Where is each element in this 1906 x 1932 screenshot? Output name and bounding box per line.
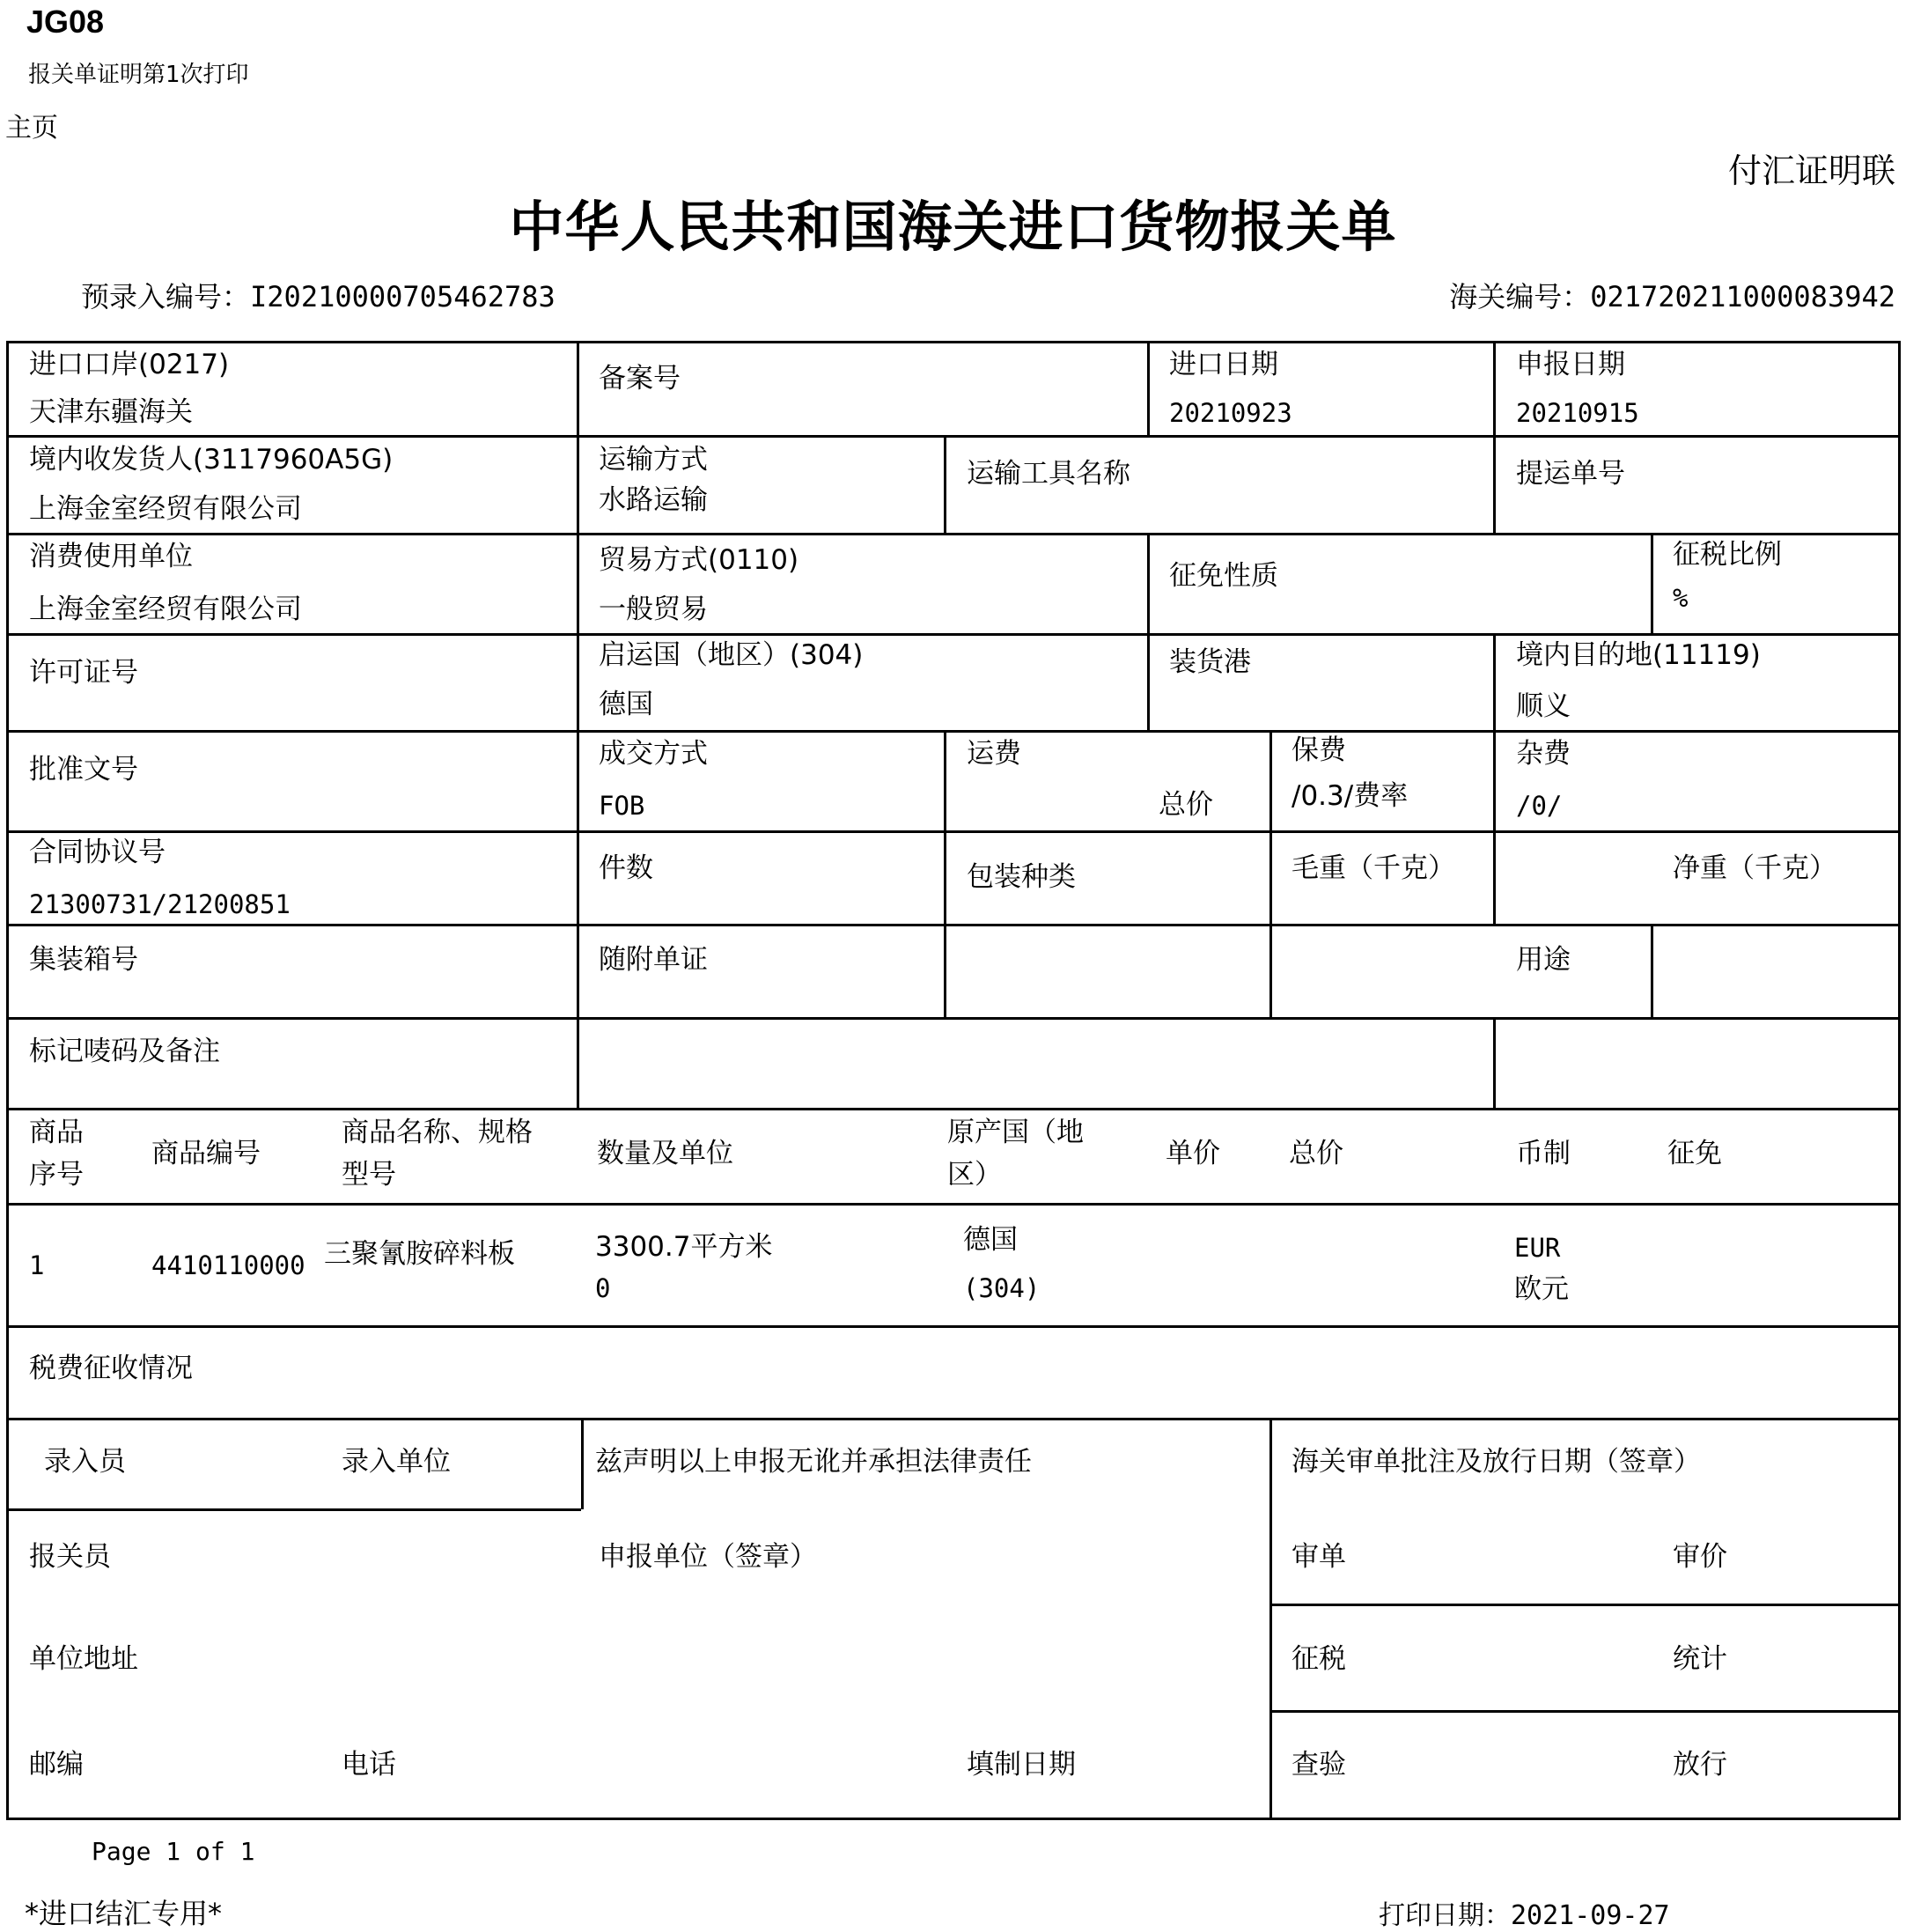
phone-label: 电话 bbox=[342, 1749, 396, 1781]
row-divider bbox=[9, 533, 1898, 535]
goods-qty: 3300.7平方米 bbox=[595, 1231, 773, 1263]
col-divider bbox=[581, 1418, 584, 1509]
col-divider bbox=[1651, 924, 1653, 1018]
goods-origin-code: (304) bbox=[963, 1273, 1041, 1303]
usage-label: 用途 bbox=[1516, 944, 1571, 976]
fill-date-label: 填制日期 bbox=[967, 1749, 1076, 1781]
col-divider bbox=[944, 435, 946, 534]
entry-clerk-label: 录入员 bbox=[44, 1446, 126, 1478]
transport-mode-label: 运输方式 bbox=[599, 444, 708, 476]
home-link[interactable]: 主页 bbox=[5, 113, 58, 144]
goods-code: 4410110000 bbox=[151, 1250, 305, 1280]
footer-note: *进口结汇专用* bbox=[25, 1897, 223, 1930]
row-divider bbox=[9, 924, 1898, 926]
entry-unit-label: 录入单位 bbox=[342, 1446, 451, 1478]
contract-value: 21300731/21200851 bbox=[29, 889, 291, 919]
origin-country-value: 德国 bbox=[599, 689, 653, 720]
customs-approval-label: 海关审单批注及放行日期（签章） bbox=[1292, 1446, 1701, 1478]
goods-currency-name: 欧元 bbox=[1514, 1273, 1569, 1305]
col-divider bbox=[1493, 1017, 1496, 1109]
port-value: 天津东疆海关 bbox=[29, 396, 193, 428]
goods-header-name: 商品名称、规格 bbox=[342, 1117, 533, 1148]
misc-fee-value: /0/ bbox=[1516, 791, 1563, 821]
row-divider bbox=[9, 1325, 1898, 1328]
goods-header-unit-price: 单价 bbox=[1166, 1138, 1220, 1169]
inspection-label: 查验 bbox=[1292, 1749, 1346, 1781]
page-number: Page 1 of 1 bbox=[92, 1837, 255, 1866]
import-date-value: 20210923 bbox=[1169, 398, 1292, 428]
deal-mode-label: 成交方式 bbox=[599, 738, 708, 770]
row-divider bbox=[1271, 1604, 1898, 1606]
customs-no-label: 海关编号： bbox=[1449, 280, 1591, 313]
copy-type-label: 付汇证明联 bbox=[1727, 151, 1895, 190]
document-title: 中华人民共和国海关进口货物报关单 bbox=[509, 195, 1397, 259]
col-divider bbox=[944, 730, 946, 1018]
col-divider bbox=[1269, 1418, 1272, 1818]
print-date bbox=[1379, 1893, 1670, 1932]
insurance-value: /0.3/费率 bbox=[1292, 780, 1409, 812]
consumer-label: 消费使用单位 bbox=[29, 541, 193, 572]
statistics-label: 统计 bbox=[1673, 1643, 1727, 1675]
print-count-note: 报关单证明第1次打印 bbox=[28, 62, 249, 88]
col-divider bbox=[577, 343, 579, 1018]
vehicle-label: 运输工具名称 bbox=[967, 458, 1130, 490]
price-review-label: 审价 bbox=[1673, 1541, 1727, 1573]
row-divider bbox=[9, 435, 1898, 438]
col-divider bbox=[1651, 533, 1653, 634]
row-divider bbox=[9, 1108, 1898, 1110]
goods-currency-code: EUR bbox=[1514, 1233, 1561, 1263]
goods-seq: 1 bbox=[29, 1250, 45, 1280]
goods-header-origin: 原产国（地 bbox=[947, 1117, 1084, 1148]
destination-label: 境内目的地(11119) bbox=[1516, 639, 1761, 671]
goods-header-total-price: 总价 bbox=[1289, 1138, 1343, 1169]
freight-value: 总价 bbox=[1159, 789, 1213, 821]
levy-label: 征税 bbox=[1292, 1643, 1346, 1675]
address-label: 单位地址 bbox=[29, 1643, 138, 1675]
tax-ratio-value: % bbox=[1673, 583, 1689, 613]
col-divider bbox=[1493, 633, 1496, 925]
pieces-label: 件数 bbox=[599, 852, 653, 884]
record-no-label: 备案号 bbox=[599, 363, 681, 395]
declare-unit-label: 申报单位（签章） bbox=[599, 1541, 817, 1573]
goods-header-origin-2: 区） bbox=[947, 1159, 1002, 1191]
goods-origin: 德国 bbox=[963, 1224, 1018, 1256]
freight-label: 运费 bbox=[967, 738, 1021, 770]
net-weight-label: 净重（千克） bbox=[1673, 852, 1836, 884]
gross-weight-label: 毛重（千克） bbox=[1292, 852, 1455, 884]
review-label: 审单 bbox=[1292, 1541, 1346, 1573]
declaration-statement: 兹声明以上申报无讹并承担法律责任 bbox=[595, 1446, 1032, 1478]
port-label: 进口口岸(0217) bbox=[29, 349, 230, 380]
trade-mode-label: 贸易方式(0110) bbox=[599, 544, 799, 576]
goods-header-exemption: 征免 bbox=[1667, 1138, 1722, 1169]
goods-header-seq: 商品 bbox=[29, 1117, 84, 1148]
goods-header-seq-2: 序号 bbox=[29, 1159, 84, 1191]
preentry-value: I20210000705462783 bbox=[250, 280, 556, 313]
preentry-label: 预录入编号： bbox=[81, 280, 251, 313]
origin-country-label: 启运国（地区）(304) bbox=[599, 639, 864, 671]
row-divider bbox=[9, 730, 1898, 733]
goods-header-code: 商品编号 bbox=[151, 1138, 261, 1169]
packing-label: 包装种类 bbox=[967, 861, 1076, 893]
tax-ratio-label: 征税比例 bbox=[1673, 539, 1782, 571]
print-date-value: 2021-09-27 bbox=[1511, 1900, 1670, 1931]
consignee-label: 境内收发货人(3117960A5G) bbox=[29, 444, 394, 476]
destination-value: 顺义 bbox=[1516, 690, 1571, 722]
customs-number bbox=[1449, 275, 1895, 315]
bl-label: 提运单号 bbox=[1516, 458, 1625, 490]
form-code: JG08 bbox=[26, 4, 105, 40]
declaration-form bbox=[6, 341, 1901, 1820]
goods-qty-2: 0 bbox=[595, 1273, 611, 1303]
goods-header-name-2: 型号 bbox=[342, 1159, 396, 1191]
approval-label: 批准文号 bbox=[29, 754, 138, 785]
row-divider bbox=[9, 1508, 581, 1511]
print-date-label: 打印日期： bbox=[1379, 1900, 1511, 1931]
row-divider bbox=[9, 1203, 1898, 1206]
exemption-nature-label: 征免性质 bbox=[1169, 560, 1278, 592]
col-divider bbox=[1269, 730, 1272, 1018]
row-divider bbox=[9, 633, 1898, 636]
container-label: 集装箱号 bbox=[29, 944, 138, 976]
marks-label: 标记唛码及备注 bbox=[29, 1036, 220, 1067]
goods-header-qty: 数量及单位 bbox=[597, 1138, 733, 1169]
import-date-label: 进口日期 bbox=[1169, 349, 1278, 380]
consignee-value: 上海金室经贸有限公司 bbox=[29, 493, 302, 525]
customs-no-value: 021720211000083942 bbox=[1590, 280, 1895, 313]
goods-name: 三聚氰胺碎料板 bbox=[324, 1238, 515, 1270]
transport-mode-value: 水路运输 bbox=[599, 484, 708, 516]
license-label: 许可证号 bbox=[29, 657, 138, 689]
row-divider bbox=[1271, 1710, 1898, 1713]
declare-date-label: 申报日期 bbox=[1516, 349, 1625, 380]
trade-mode-value: 一般贸易 bbox=[599, 594, 708, 625]
misc-fee-label: 杂费 bbox=[1516, 738, 1571, 770]
loading-port-label: 装货港 bbox=[1169, 646, 1251, 678]
goods-header-currency: 币制 bbox=[1516, 1138, 1571, 1169]
col-divider bbox=[1147, 533, 1150, 731]
row-divider bbox=[9, 1017, 1898, 1020]
insurance-label: 保费 bbox=[1292, 734, 1346, 766]
documents-label: 随附单证 bbox=[599, 944, 708, 976]
contract-label: 合同协议号 bbox=[29, 837, 166, 868]
consumer-value: 上海金室经贸有限公司 bbox=[29, 594, 302, 625]
preentry-number bbox=[81, 275, 556, 315]
declare-date-value: 20210915 bbox=[1516, 398, 1639, 428]
broker-label: 报关员 bbox=[29, 1541, 111, 1573]
release-label: 放行 bbox=[1673, 1749, 1727, 1781]
row-divider bbox=[9, 1418, 1898, 1420]
row-divider bbox=[9, 830, 1898, 833]
deal-mode-value: FOB bbox=[599, 791, 645, 821]
tax-label: 税费征收情况 bbox=[29, 1353, 193, 1384]
col-divider bbox=[1147, 343, 1150, 436]
col-divider bbox=[1493, 343, 1496, 534]
postcode-label: 邮编 bbox=[29, 1749, 84, 1781]
col-divider bbox=[577, 1017, 579, 1109]
